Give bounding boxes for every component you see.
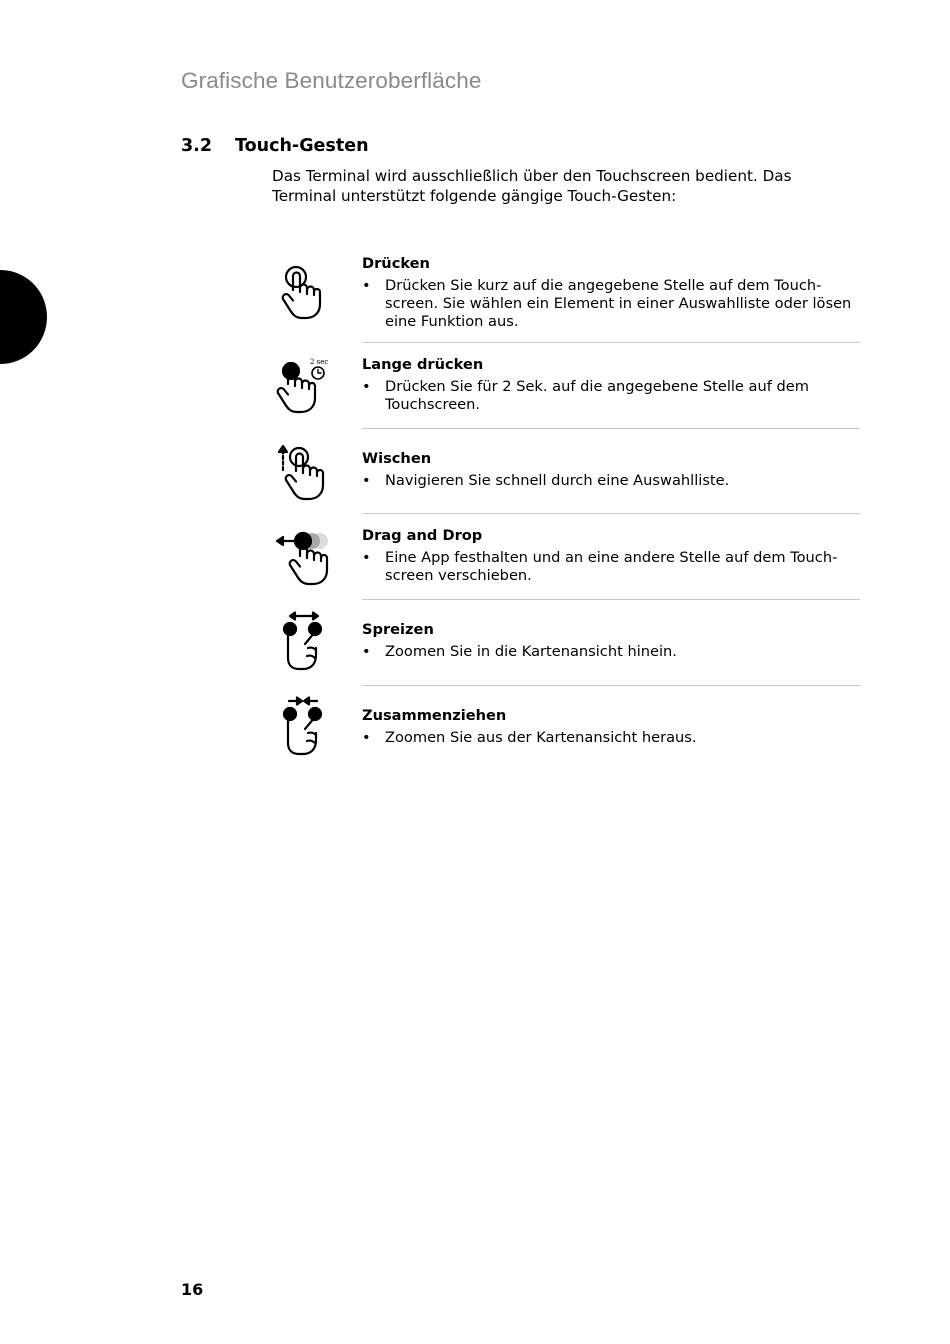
pinch-gesture-icon <box>275 697 331 757</box>
tap-gesture-icon <box>275 262 331 322</box>
gesture-title: Zusammenziehen <box>362 707 507 724</box>
swipe-gesture-icon <box>275 444 331 504</box>
gesture-entry-drag-and-drop <box>362 527 860 585</box>
entry-divider <box>362 513 860 514</box>
chapter-thumb-tab <box>0 270 47 364</box>
drag-and-drop-gesture-icon <box>275 528 331 588</box>
gesture-title: Wischen <box>362 450 432 467</box>
gesture-description-text: Zoomen Sie in die Kartenansicht hinein. <box>385 643 677 660</box>
gesture-description-text: Drücken Sie kurz auf die angegebene Stelle auf dem Touch-screen. Sie wählen ein Element in einer Auswahlliste oder lösen eine Funktion aus. <box>385 277 852 330</box>
gesture-description: • Zoomen Sie in die Kartenansicht hinein. <box>362 643 677 660</box>
gesture-description: • Drücken Sie für 2 Sek. auf die angegebene Stelle auf dem Touchscreen. <box>362 378 809 413</box>
entry-divider <box>362 342 860 343</box>
gesture-entry-zusammenziehen <box>362 707 860 747</box>
spread-gesture-icon <box>275 612 331 672</box>
intro-paragraph: Das Terminal wird ausschließlich über den Touchscreen bedient. Das Terminal unterstützt folgende gängige Touch-Gesten: <box>272 167 792 205</box>
long-press-gesture-icon <box>275 356 331 416</box>
section-number: 3.2 <box>181 136 213 156</box>
entry-divider <box>362 685 860 686</box>
gesture-title: Drag and Drop <box>362 527 483 544</box>
section-title: Touch-Gesten <box>235 136 369 156</box>
gesture-entry-druecken <box>362 255 860 331</box>
gesture-title: Drücken <box>362 255 430 272</box>
gesture-description-text: Eine App festhalten und an eine andere Stelle auf dem Touch-screen verschieben. <box>385 549 838 584</box>
gesture-description-text: Zoomen Sie aus der Kartenansicht heraus. <box>385 729 697 746</box>
entry-divider <box>362 599 860 600</box>
running-header-title: Grafische Benutzeroberfläche <box>181 68 482 93</box>
gesture-description-text: Drücken Sie für 2 Sek. auf die angegebene Stelle auf dem Touchscreen. <box>385 378 809 413</box>
section-heading <box>181 136 369 156</box>
gesture-title: Lange drücken <box>362 356 484 373</box>
gesture-entry-lange-druecken <box>362 356 860 414</box>
entry-divider <box>362 428 860 429</box>
gesture-title: Spreizen <box>362 621 434 638</box>
gesture-description: • Zoomen Sie aus der Kartenansicht heraus. <box>362 729 697 746</box>
gesture-entry-spreizen <box>362 621 860 661</box>
page-number: 16 <box>181 1280 204 1299</box>
gesture-description-text: Navigieren Sie schnell durch eine Auswahlliste. <box>385 472 730 489</box>
gesture-description: • Navigieren Sie schnell durch eine Auswahlliste. <box>362 472 730 489</box>
gesture-entry-wischen <box>362 450 860 490</box>
gesture-description: • Drücken Sie kurz auf die angegebene Stelle auf dem Touch-screen. Sie wählen ein Element in einer Auswahlliste oder lösen eine Funktion aus. <box>362 277 852 330</box>
gesture-description: • Eine App festhalten und an eine andere Stelle auf dem Touch-screen verschieben. <box>362 549 838 584</box>
long-press-icon-label: 2 sec <box>310 358 329 366</box>
